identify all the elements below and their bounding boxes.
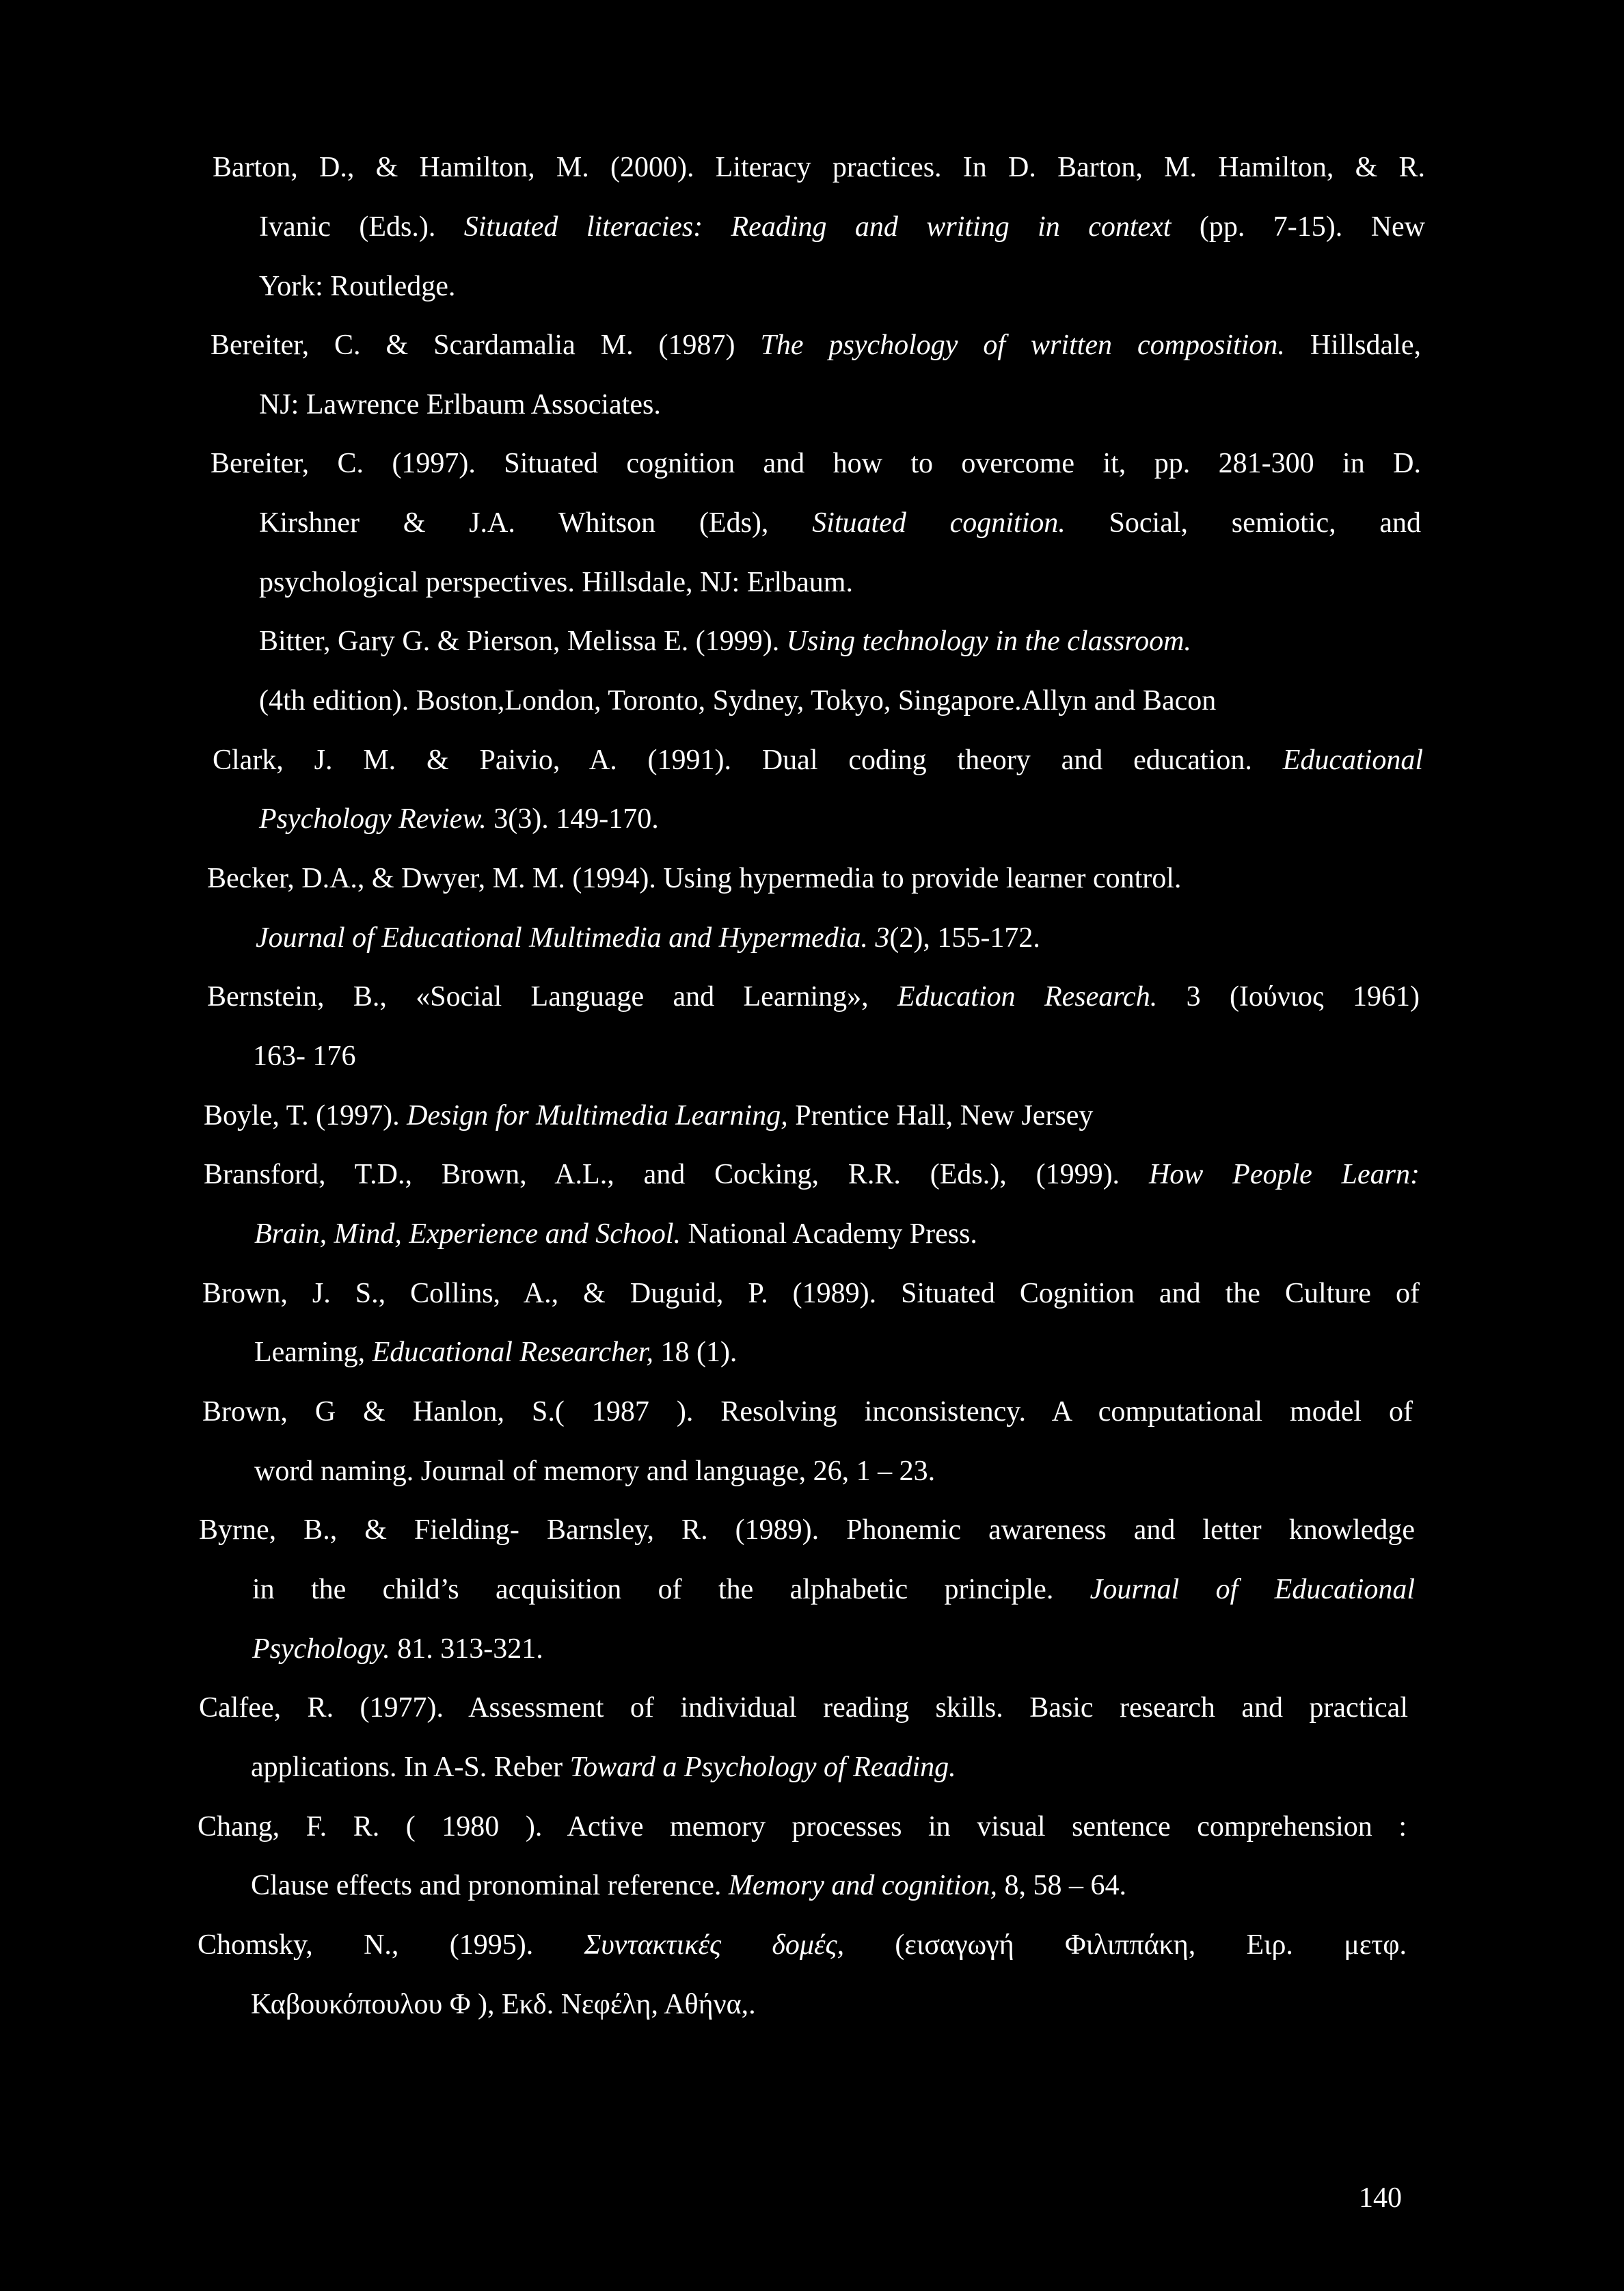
reference-byrne-1989: Byrne, B., & Fielding- Barnsley, R. (1989). Phonemic awareness and letter knowledge xyxy=(199,1514,1415,1546)
reference-chang-1980-cont: Clause effects and pronominal reference. Memory and cognition, 8, 58 – 64. xyxy=(251,1870,1126,1901)
reference-becker-1994-cont: Journal of Educational Multimedia and Hypermedia. 3(2), 155-172. xyxy=(256,922,1040,954)
reference-becker-1994: Becker, D.A., & Dwyer, M. M. (1994). Using hypermedia to provide learner control. xyxy=(207,863,1182,894)
reference-bransford-1999-cont: Brain, Mind, Experience and School. National Academy Press. xyxy=(254,1218,977,1250)
reference-byrne-1989-cont: Psychology. 81. 313-321. xyxy=(252,1633,543,1665)
reference-brown-1989: Brown, J. S., Collins, A., & Duguid, P. (1989). Situated Cognition and the Culture of xyxy=(202,1278,1420,1309)
reference-bernstein: Bernstein, B., «Social Language and Learning», Education Research. 3 (Ιούνιος 1961) xyxy=(207,981,1420,1013)
reference-barton-2000: Barton, D., & Hamilton, M. (2000). Literacy practices. In D. Barton, M. Hamilton, & R. xyxy=(213,152,1425,183)
reference-byrne-1989-cont: in the child’s acquisition of the alphabetic principle. Journal of Educational xyxy=(252,1574,1415,1605)
reference-chang-1980: Chang, F. R. ( 1980 ). Active memory processes in visual sentence comprehension : xyxy=(198,1811,1407,1843)
reference-bitter-1999: Bitter, Gary G. & Pierson, Melissa E. (1999). Using technology in the classroom. xyxy=(259,626,1191,657)
reference-barton-2000-cont: York: Routledge. xyxy=(259,271,456,302)
reference-bereiter-1987-cont: NJ: Lawrence Erlbaum Associates. xyxy=(259,389,661,420)
reference-calfee-1977-cont: applications. In A-S. Reber Toward a Psychology of Reading. xyxy=(251,1752,956,1783)
reference-chomsky-1995: Chomsky, N., (1995). Συντακτικές δομές, (εισαγωγή Φιλιππάκη, Ειρ. μετφ. xyxy=(198,1929,1407,1961)
reference-bereiter-1997: Bereiter, C. (1997). Situated cognition and how to overcome it, pp. 281-300 in D. xyxy=(211,448,1421,479)
reference-bereiter-1987: Bereiter, C. & Scardamalia M. (1987) The psychology of written composition. Hillsdale, xyxy=(211,330,1421,361)
reference-boyle-1997: Boyle, T. (1997). Design for Multimedia Learning, Prentice Hall, New Jersey xyxy=(204,1100,1094,1131)
reference-barton-2000-cont: Ivanic (Eds.). Situated literacies: Reading and writing in context (pp. 7-15). New xyxy=(259,211,1426,243)
page-number: 140 xyxy=(1359,2182,1402,2214)
reference-clark-1991: Clark, J. M. & Paivio, A. (1991). Dual coding theory and education. Educational xyxy=(213,745,1423,776)
reference-bitter-1999-cont: (4th edition). Boston,London, Toronto, Sydney, Tokyo, Singapore.Allyn and Bacon xyxy=(259,685,1217,716)
reference-bereiter-1997-cont: psychological perspectives. Hillsdale, NJ: Erlbaum. xyxy=(259,567,853,598)
reference-chomsky-1995-cont: Καβουκόπουλου Φ ), Εκδ. Νεφέλη, Αθήνα,. xyxy=(251,1989,756,2020)
reference-brown-1987-cont: word naming. Journal of memory and language, 26, 1 – 23. xyxy=(254,1456,936,1487)
reference-bransford-1999: Bransford, T.D., Brown, A.L., and Cocking, R.R. (Eds.), (1999). How People Learn: xyxy=(204,1159,1420,1190)
reference-clark-1991-cont: Psychology Review. 3(3). 149-170. xyxy=(259,803,659,835)
reference-bereiter-1997-cont: Kirshner & J.A. Whitson (Eds), Situated cognition. Social, semiotic, and xyxy=(259,507,1421,539)
reference-brown-1987: Brown, G & Hanlon, S.( 1987 ). Resolving inconsistency. A computational model of xyxy=(202,1396,1413,1428)
reference-calfee-1977: Calfee, R. (1977). Assessment of individual reading skills. Basic research and practical xyxy=(199,1692,1408,1724)
reference-brown-1989-cont: Learning, Educational Researcher, 18 (1). xyxy=(254,1337,737,1368)
reference-bernstein-cont: 163- 176 xyxy=(253,1041,356,1072)
